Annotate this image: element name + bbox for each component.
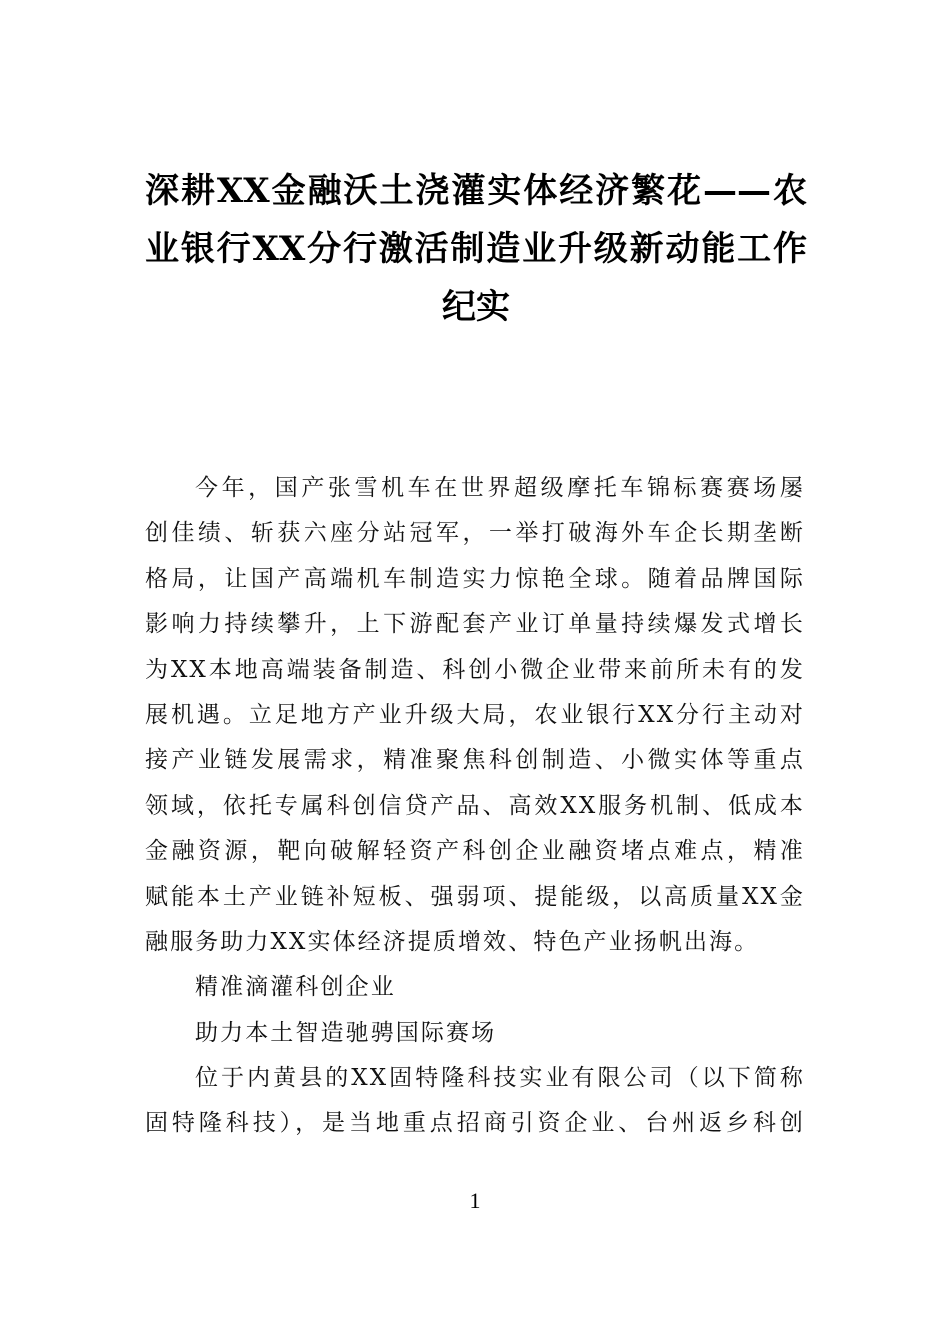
- body-line-2: 创佳绩、斩获六座分站冠军，一举打破海外车企长期垄断: [145, 520, 805, 547]
- body-line-10: 赋能本土产业链补短板、强弱项、提能级，以高质量XX金: [145, 883, 805, 910]
- section-heading-2: 助力本土智造驰骋国际赛场: [195, 1019, 497, 1046]
- body-line-11: 融服务助力XX实体经济提质增效、特色产业扬帆出海。: [145, 928, 760, 955]
- document-body: [145, 466, 805, 1147]
- section-heading-1: 精准滴灌科创企业: [195, 974, 396, 1001]
- body-line-4: 影响力持续攀升，上下游配套产业订单量持续爆发式增长: [145, 611, 805, 638]
- body-line-1: 今年，国产张雪机车在世界超级摩托车锦标赛赛场屡: [195, 475, 805, 501]
- document-title: [145, 162, 807, 336]
- body-line-3: 格局，让国产高端机车制造实力惊艳全球。随着品牌国际: [145, 565, 805, 592]
- body-line-6: 展机遇。立足地方产业升级大局，农业银行XX分行主动对: [145, 701, 805, 728]
- body-line-8: 领域，依托专属科创信贷产品、高效XX服务机制、低成本: [145, 792, 805, 819]
- page-number: 1: [469, 1188, 481, 1213]
- body-line-7: 接产业链发展需求，精准聚焦科创制造、小微实体等重点: [145, 747, 805, 774]
- body-line-5: 为XX本地高端装备制造、科创小微企业带来前所未有的发: [145, 656, 805, 683]
- title-line-2: 业银行XX分行激活制造业升级新动能工作: [145, 229, 807, 269]
- body-line-9: 金融资源，靶向破解轻资产科创企业融资堵点难点，精准: [145, 838, 805, 865]
- title-line-3: 纪实: [442, 287, 510, 327]
- body-line-15: 固特隆科技），是当地重点招商引资企业、台州返乡科创: [145, 1110, 805, 1137]
- title-line-1: 深耕XX金融沃土浇灌实体经济繁花——农: [145, 171, 807, 211]
- body-line-14: 位于内黄县的XX固特隆科技实业有限公司（以下简称: [195, 1065, 805, 1092]
